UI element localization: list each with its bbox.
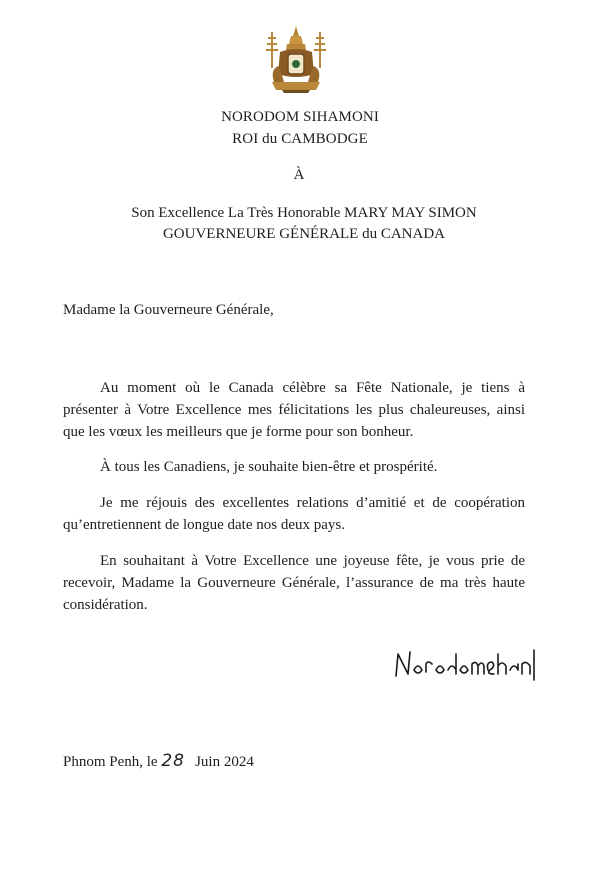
handwritten-signature [390, 640, 540, 686]
dateline [63, 751, 254, 771]
recipient-line-2: GOUVERNEURE GÉNÉRALE du CANADA [162, 226, 446, 242]
salutation: Madame la Gouverneure Générale, [63, 302, 274, 318]
dateline-prefix: Phnom Penh, le [63, 754, 158, 770]
paragraph-text: En souhaitant à Votre Excellence une joyeuse fête, je vous prie de recevoir, Madame la Gouverneure Générale, l’assurance de ma très haute considération. [63, 553, 525, 613]
dateline-suffix: Juin 2024 [195, 754, 254, 770]
paragraph-1 [63, 377, 525, 443]
paragraph-text: Je me réjouis des excellentes relations d’amitié et de coopération qu’entretiennent de longue date nos deux pays. [63, 495, 525, 533]
royal-crest-icon [262, 24, 330, 94]
paragraph-2 [63, 456, 525, 478]
recipient-block [0, 203, 590, 245]
recipient-line-1: Son Excellence La Très Honorable MARY MAY SIMON [131, 205, 477, 221]
paragraph-text: À tous les Canadiens, je souhaite bien-être et prospérité. [100, 459, 438, 475]
paragraph-text: Au moment où le Canada célèbre sa Fête Nationale, je tiens à présenter à Votre Excellence mes félicitations les plus chaleureuses, ainsi que les vœux les meilleurs que je forme pour son bonheur. [63, 380, 525, 440]
paragraph-3 [63, 492, 525, 536]
sender-title: ROI du CAMBODGE [232, 131, 368, 147]
paragraph-4 [63, 550, 525, 616]
sender-name: NORODOM SIHAMONI [221, 109, 379, 125]
addressee-marker: À [293, 167, 305, 183]
dateline-day: 28 [161, 751, 185, 771]
sender-block [0, 106, 590, 150]
